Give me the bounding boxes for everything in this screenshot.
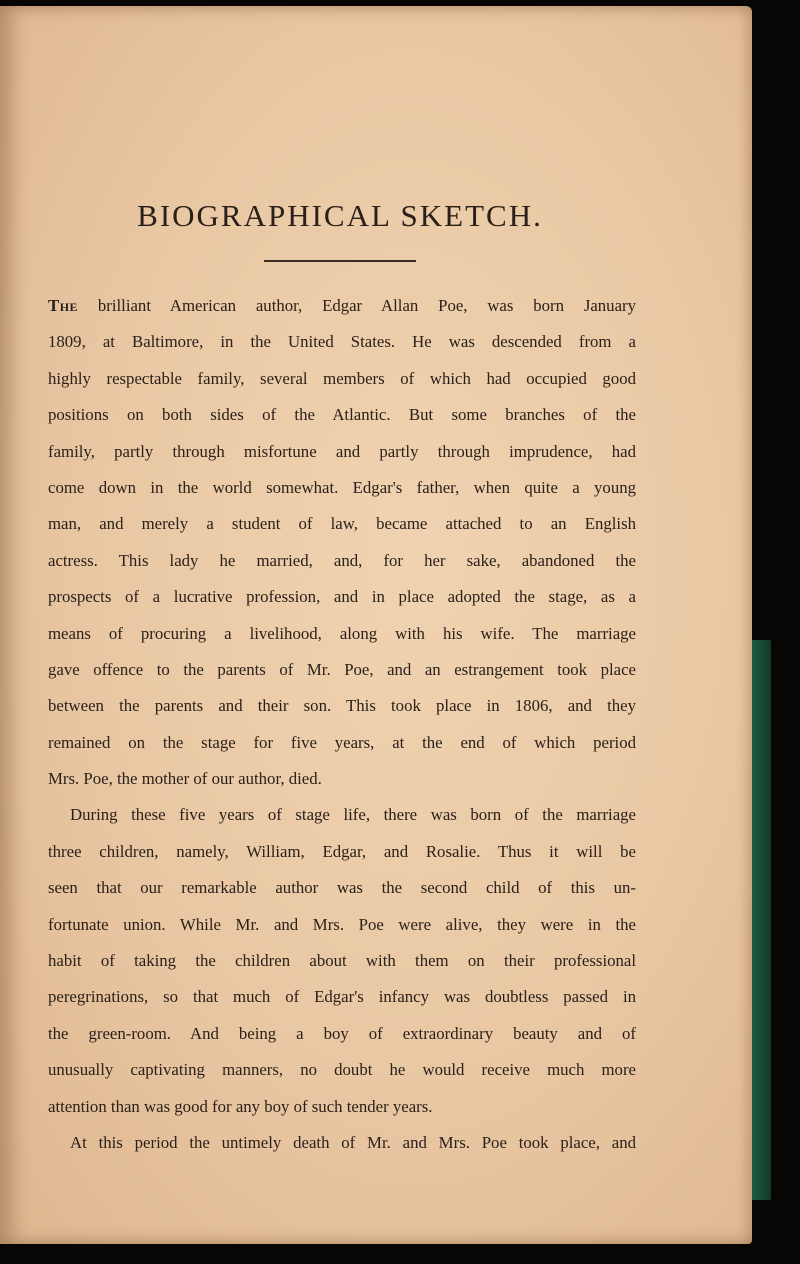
text-line: positions on both sides of the Atlantic. But some branches of the [48, 405, 636, 425]
biography-text [48, 288, 636, 1161]
text-line: Mrs. Poe, the mother of our author, died. [48, 769, 322, 789]
text-line: The brilliant American author, Edgar Allan Poe, was born January [48, 296, 637, 315]
lead-word: The [48, 296, 79, 315]
text-line: highly respectable family, several members of which had occupied good [48, 368, 636, 388]
title-underline-rule [264, 260, 416, 262]
text-line: At this period the untimely death of Mr. and Mrs. Poe took place, and [70, 1132, 636, 1152]
text-line: fortunate union. While Mr. and Mrs. Poe were alive, they were in the [48, 914, 636, 934]
text-line: habit of taking the children about with them on their professional [48, 951, 636, 971]
text-line: the green-room. And being a boy of extraordinary beauty and of [48, 1023, 636, 1043]
text-line: seen that our remarkable author was the second child of this un- [48, 878, 636, 898]
text-line: unusually captivating manners, no doubt he would receive much more [48, 1060, 636, 1080]
text-line: family, partly through misfortune and partly through imprudence, had [48, 441, 636, 461]
book-page [0, 6, 752, 1244]
text-line: means of procuring a livelihood, along with his wife. The marriage [48, 623, 636, 643]
text-line: peregrinations, so that much of Edgar's infancy was doubtless passed in [48, 987, 636, 1007]
text-line: prospects of a lucrative profession, and in place adopted the stage, as a [48, 587, 636, 607]
text-line: gave offence to the parents of Mr. Poe, and an estrangement took place [48, 659, 636, 679]
text-line: three children, namely, William, Edgar, and Rosalie. Thus it will be [48, 841, 636, 861]
text-line: attention than was good for any boy of such tender years. [48, 1096, 433, 1116]
text-line: man, and merely a student of law, became attached to an English [48, 514, 636, 534]
text-line: come down in the world somewhat. Edgar's father, when quite a young [48, 477, 636, 497]
text-line: 1809, at Baltimore, in the United States. He was descended from a [48, 332, 636, 352]
text-line: During these five years of stage life, there was born of the marriage [70, 805, 636, 825]
text-line: between the parents and their son. This took place in 1806, and they [48, 696, 636, 716]
text-line: actress. This lady he married, and, for her sake, abandoned the [48, 550, 636, 570]
page-title: BIOGRAPHICAL SKETCH. [137, 198, 543, 233]
text-line: remained on the stage for five years, at the end of which period [48, 732, 636, 752]
